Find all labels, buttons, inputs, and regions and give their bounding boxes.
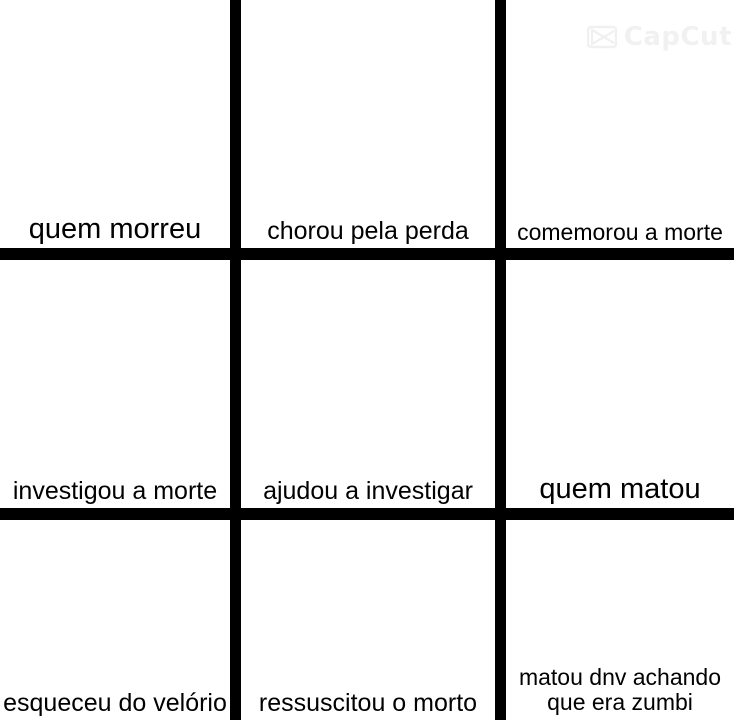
grid-divider-horizontal	[241, 248, 495, 260]
grid-divider-horizontal	[506, 248, 734, 260]
grid-divider-cross	[495, 508, 506, 520]
grid-divider-vertical	[495, 260, 506, 508]
grid-cell-r2c2	[241, 260, 495, 508]
grid-cell-r3c2	[241, 520, 495, 720]
cell-label: comemorou a morte	[517, 218, 723, 245]
grid-divider-cross	[230, 508, 241, 520]
capcut-watermark-label: CapCut	[623, 22, 732, 52]
cell-label: quem morreu	[28, 212, 202, 245]
grid-divider-vertical	[495, 0, 506, 248]
grid-cell-r1c1	[0, 0, 230, 248]
cell-label: quem matou	[539, 472, 701, 505]
grid-divider-vertical	[495, 520, 506, 720]
grid-divider-horizontal	[241, 508, 495, 520]
grid-divider-cross	[230, 248, 241, 260]
grid-cell-r3c3	[506, 520, 734, 720]
grid-divider-vertical	[230, 520, 241, 720]
grid-divider-horizontal	[506, 508, 734, 520]
grid-divider-horizontal	[0, 248, 230, 260]
cell-label: ressuscitou o morto	[258, 688, 478, 717]
grid-cell-r2c3	[506, 260, 734, 508]
cell-label: matou dnv achando que era zumbi	[518, 663, 722, 716]
cell-label: esqueceu do velório	[3, 688, 227, 717]
grid-divider-horizontal	[0, 508, 230, 520]
grid-divider-vertical	[230, 0, 241, 248]
grid-cell-r1c3	[506, 0, 734, 248]
capcut-watermark	[587, 22, 732, 52]
cell-label: chorou pela perda	[267, 216, 469, 245]
cell-label: investigou a morte	[12, 476, 218, 505]
grid-divider-vertical	[230, 260, 241, 508]
grid-cell-r2c1	[0, 260, 230, 508]
capcut-logo-icon	[587, 25, 617, 49]
grid-divider-cross	[495, 248, 506, 260]
grid-cell-r3c1	[0, 520, 230, 720]
grid-cell-r1c2	[241, 0, 495, 248]
cell-label: ajudou a investigar	[263, 476, 473, 505]
